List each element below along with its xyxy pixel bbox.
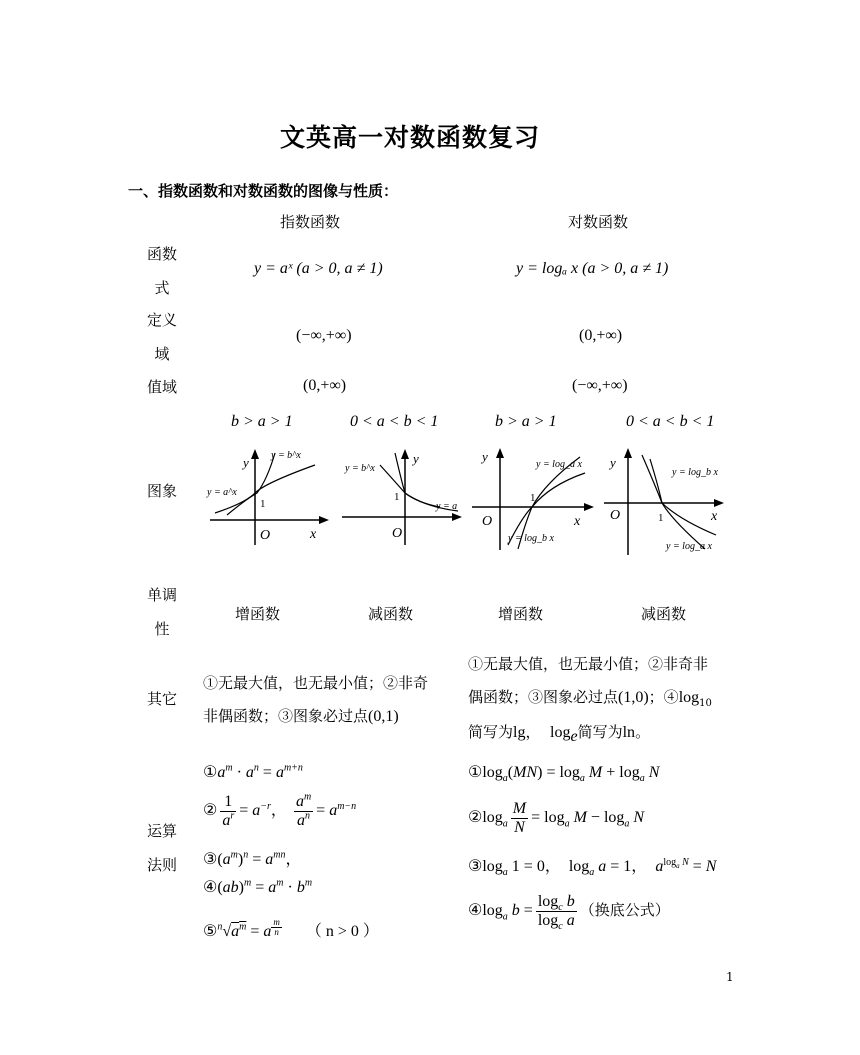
rule-exp-4: ④(ab)$^m$ = $a^m \cdot b^m$ bbox=[203, 877, 313, 896]
page-title: 文英高一对数函数复习 bbox=[280, 123, 541, 152]
graph1-one: 1 bbox=[260, 498, 266, 510]
rule-exp-3: $③(a^m)^n = a^{mn}$， bbox=[203, 849, 302, 868]
graph2-origin: O bbox=[392, 526, 403, 541]
exp-formula-text: y = aˣ (a > 0, a ≠ 1) bbox=[254, 260, 383, 277]
graph2-label-a: y = a bbox=[436, 501, 458, 512]
graph4-y-label: y bbox=[610, 455, 616, 470]
rule-log-4: $④\log_a$ b = $\frac{\log_c b}{\log_c a}$ （换底公式） bbox=[468, 893, 670, 933]
graph1-label-ax: y = a^x bbox=[207, 487, 237, 498]
exp-formula bbox=[254, 260, 383, 278]
graph2-y-label: y bbox=[413, 451, 419, 466]
graph-log-decreasing bbox=[600, 445, 725, 557]
graph4-label-logb: y = log_b x bbox=[672, 467, 718, 478]
log-range: (−∞,+∞) bbox=[572, 377, 628, 394]
other-log-line3 bbox=[468, 721, 651, 745]
graph-log-increasing bbox=[470, 445, 595, 553]
rule-exp-2-num: ② bbox=[203, 802, 218, 820]
other-exp-text: 非偶函数；③图象必过点 bbox=[203, 707, 369, 725]
log-formula bbox=[516, 260, 668, 278]
rule-exp-5: $⑤^n√a^m = a$ $^{\frac{m}{n}}$ （ n > 0 ） bbox=[203, 917, 379, 940]
graph2-one: 1 bbox=[394, 491, 400, 503]
page-number: 1 bbox=[726, 970, 734, 984]
other-log-loge-sub: e bbox=[570, 728, 578, 745]
rule-exp-1: $①a^m \cdot a^n = a^{m+n}$ bbox=[203, 762, 303, 781]
graph3-one: 1 bbox=[530, 492, 536, 504]
other-log-ln: ln bbox=[622, 724, 636, 741]
rule-exp-4-num: ④ bbox=[203, 879, 218, 896]
rule-log-3-num: ③ bbox=[468, 858, 483, 875]
rule-exp-5-num: ⑤ bbox=[203, 923, 218, 940]
graph3-label-logb: y = log_b x bbox=[508, 533, 554, 544]
rule-exp-3-num: ③ bbox=[203, 851, 218, 868]
exp-range: (0,+∞) bbox=[303, 377, 347, 394]
case-label-1: b > a > 1 bbox=[231, 413, 293, 430]
row-label-monotonicity: 单调性 bbox=[146, 586, 177, 638]
graph4-label-loga: y = log_a x bbox=[666, 541, 712, 552]
graph4-x-label: x bbox=[711, 509, 718, 524]
row-label-range: 值域 bbox=[146, 378, 177, 396]
rule-exp-2: ② $\frac{1}{a^r}$ = $a^{-r}$， $\frac{a^m}{a^n}$ = $a^{m-n}$ bbox=[203, 791, 357, 829]
rule-log-2: $②\log_a$ $\frac{M}{N}$ = $\log_a M - \log_a N$ bbox=[468, 800, 645, 836]
mono-exp-inc: 增函数 bbox=[235, 605, 281, 623]
rule-log-4-num: ④ bbox=[468, 902, 483, 920]
graph2-label-bx: y = b^x bbox=[345, 463, 375, 474]
other-log-text3b: ， bbox=[525, 723, 541, 741]
other-exp-line1: ①无最大值，也无最小值；②非奇 bbox=[203, 674, 429, 692]
graph-exp-decreasing bbox=[340, 445, 462, 550]
case-label-3: b > a > 1 bbox=[495, 413, 557, 430]
other-log-log10: log bbox=[678, 689, 700, 706]
exp-domain: (−∞,+∞) bbox=[296, 327, 352, 344]
graph4-origin: O bbox=[610, 508, 621, 523]
mono-log-inc: 增函数 bbox=[498, 605, 544, 623]
section-heading: 一、指数函数和对数函数的图像与性质： bbox=[128, 182, 399, 200]
graph3-label-loga: y = log_a x bbox=[536, 459, 582, 470]
rule-log-1: $①\log_a(MN) = \log_a M + \log_a N$ bbox=[468, 764, 660, 785]
row-label-operations: 运算法则 bbox=[146, 822, 177, 874]
row-label-other: 其它 bbox=[146, 690, 177, 708]
mono-log-dec: 减函数 bbox=[641, 605, 687, 623]
row-label-formula: 函数式 bbox=[146, 245, 177, 297]
log-formula-text: y = logₐ x (a > 0, a ≠ 1) bbox=[516, 260, 669, 277]
other-log-text3a: 简写为 bbox=[468, 723, 514, 741]
other-log-lg: lg bbox=[513, 724, 526, 741]
graph-exp-increasing bbox=[205, 445, 330, 550]
rule-log-1-num: ① bbox=[468, 764, 483, 781]
graph3-origin: O bbox=[482, 514, 493, 529]
other-log-loge: log bbox=[550, 724, 571, 741]
other-exp-point: (0,1) bbox=[368, 708, 399, 725]
graph1-y-label: y bbox=[243, 455, 249, 470]
other-log-line2 bbox=[468, 686, 712, 707]
case-label-2: 0 < a < b < 1 bbox=[350, 413, 439, 430]
other-log-text3d: 。 bbox=[635, 723, 651, 741]
graph3-x-label: x bbox=[574, 514, 581, 529]
log-domain: (0,+∞) bbox=[579, 327, 623, 344]
rule-exp-5-cond: （ n > 0 ） bbox=[305, 923, 379, 940]
graph3-y-label: y bbox=[482, 449, 488, 464]
graph4-one: 1 bbox=[658, 512, 664, 524]
other-log-point: (1,0) bbox=[618, 689, 649, 706]
case-label-4: 0 < a < b < 1 bbox=[626, 413, 715, 430]
row-label-domain: 定义域 bbox=[146, 311, 177, 363]
other-exp-line2 bbox=[203, 705, 399, 726]
other-log-sep: ；④ bbox=[648, 688, 679, 706]
rule-exp-1-num: ① bbox=[203, 764, 218, 781]
other-log-text3c: 简写为 bbox=[577, 723, 623, 741]
column-header-log: 对数函数 bbox=[568, 213, 629, 231]
other-log-line1: ①无最大值，也无最小值；②非奇非 bbox=[468, 655, 709, 673]
mono-exp-dec: 减函数 bbox=[368, 605, 414, 623]
column-header-exp: 指数函数 bbox=[280, 213, 341, 231]
graph1-label-bx: y = b^x bbox=[271, 450, 301, 461]
other-log-text2: 偶函数；③图象必过点 bbox=[468, 688, 619, 706]
row-label-graph: 图象 bbox=[146, 482, 177, 500]
other-log-log10-sub: 10 bbox=[699, 698, 712, 709]
graph1-origin: O bbox=[260, 528, 271, 543]
rule-log-4-note: （换底公式） bbox=[579, 903, 670, 920]
graph1-x-label: x bbox=[310, 527, 317, 542]
rule-log-2-num: ② bbox=[468, 809, 483, 827]
rule-log-3: $③\log_a$ 1 = 0， $\log_a a = 1$， $a^{log_a N} = N$ bbox=[468, 856, 717, 879]
